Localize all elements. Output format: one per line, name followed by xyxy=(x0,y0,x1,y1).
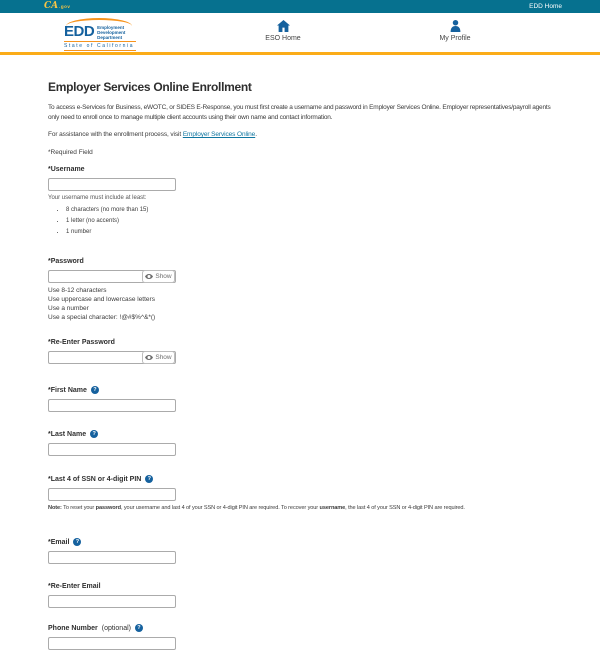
reenter-email-label: *Re-Enter Email xyxy=(48,583,101,590)
phone-input[interactable] xyxy=(48,637,176,650)
employer-services-online-link[interactable]: Employer Services Online xyxy=(182,131,256,138)
username-input[interactable] xyxy=(48,178,176,191)
email-group xyxy=(48,538,560,564)
password-rule: Use a special character: !@#$%^&*() xyxy=(48,314,156,321)
password-show-button[interactable] xyxy=(142,270,175,283)
ssn-pin-group xyxy=(48,475,560,511)
first-name-input[interactable] xyxy=(48,399,176,412)
assistance-line xyxy=(48,131,560,138)
phone-group xyxy=(48,624,560,650)
ca-gov-logo-ca: CA xyxy=(44,1,59,11)
assistance-prefix: For assistance with the enrollment process, visit xyxy=(48,131,183,138)
reenter-email-group xyxy=(48,583,560,608)
email-label: *Email xyxy=(48,538,70,546)
ssn-pin-help-icon[interactable]: ? xyxy=(145,475,153,483)
eye-icon xyxy=(145,274,153,279)
nav-my-profile[interactable] xyxy=(420,20,490,42)
ssn-pin-input[interactable] xyxy=(48,488,176,501)
intro-paragraph: To access e-Services for Business, eWOTC, or SIDES E-Response, you must first create a username and password in Employer Services Online. Employer representatives/payroll agents only need to enroll once to manage multiple client accounts using their own name and contact information. xyxy=(48,104,551,121)
last-name-label: *Last Name xyxy=(48,430,87,438)
ssn-pin-label: *Last 4 of SSN or 4-digit PIN xyxy=(48,475,142,483)
phone-optional-label: (optional) xyxy=(101,624,131,632)
reenter-password-group xyxy=(48,339,560,364)
edd-logo-text: EDD xyxy=(64,23,95,40)
nav-eso-home-label: ESO Home xyxy=(265,35,301,42)
username-label: *Username xyxy=(48,166,85,173)
first-name-help-icon[interactable]: ? xyxy=(91,386,99,394)
edd-home-link[interactable]: EDD Home xyxy=(529,3,562,10)
reenter-password-show-button[interactable] xyxy=(142,351,175,364)
reenter-password-show-label: Show xyxy=(155,354,172,361)
username-requirements-list xyxy=(66,206,560,236)
edd-logo[interactable] xyxy=(64,18,136,51)
password-rules xyxy=(48,286,560,322)
phone-help-icon[interactable]: ? xyxy=(135,624,143,632)
home-icon xyxy=(277,20,290,32)
username-requirement: • 1 letter (no accents) xyxy=(66,217,560,225)
reenter-password-label: *Re-Enter Password xyxy=(48,339,115,346)
nav-eso-home[interactable] xyxy=(249,20,317,42)
username-requirement: • 1 number xyxy=(66,228,560,236)
first-name-group xyxy=(48,386,560,412)
first-name-label: *First Name xyxy=(48,386,87,394)
main-content xyxy=(0,80,600,650)
password-rule: Use uppercase and lowercase letters xyxy=(48,296,155,303)
username-hint: Your username must include at least: xyxy=(48,195,147,201)
email-input[interactable] xyxy=(48,551,176,564)
password-rule: Use a number xyxy=(48,305,89,312)
email-help-icon[interactable]: ? xyxy=(73,538,81,546)
site-header xyxy=(0,13,600,55)
edd-logo-state: State of California xyxy=(64,43,135,49)
last-name-help-icon[interactable]: ? xyxy=(90,430,98,438)
last-name-input[interactable] xyxy=(48,443,176,456)
username-requirement: • 8 characters (no more than 15) xyxy=(66,206,560,214)
password-group xyxy=(48,258,560,322)
edd-logo-department-lines: Employment Development Department xyxy=(97,25,126,40)
last-name-group xyxy=(48,430,560,456)
required-field-note: *Required Field xyxy=(48,149,93,156)
ssn-pin-note: Note: To reset your password, your username and last 4 of your SSN or 4-digit PIN are required. To recover your username, the last 4 of your SSN or 4-digit PIN are required. xyxy=(48,505,465,511)
assistance-suffix: . xyxy=(255,131,257,138)
reenter-email-input[interactable] xyxy=(48,595,176,608)
password-rule: Use 8-12 characters xyxy=(48,287,107,294)
nav-my-profile-label: My Profile xyxy=(439,35,471,42)
phone-label: Phone Number xyxy=(48,624,98,632)
page-title: Employer Services Online Enrollment xyxy=(48,80,252,94)
password-label: *Password xyxy=(48,258,84,265)
ca-gov-logo-gov: .gov xyxy=(59,4,71,9)
username-group xyxy=(48,166,560,236)
top-utility-bar xyxy=(0,0,600,13)
ca-gov-logo[interactable] xyxy=(44,2,70,11)
eye-icon xyxy=(145,355,153,360)
person-icon xyxy=(450,20,461,32)
password-show-label: Show xyxy=(155,273,172,280)
